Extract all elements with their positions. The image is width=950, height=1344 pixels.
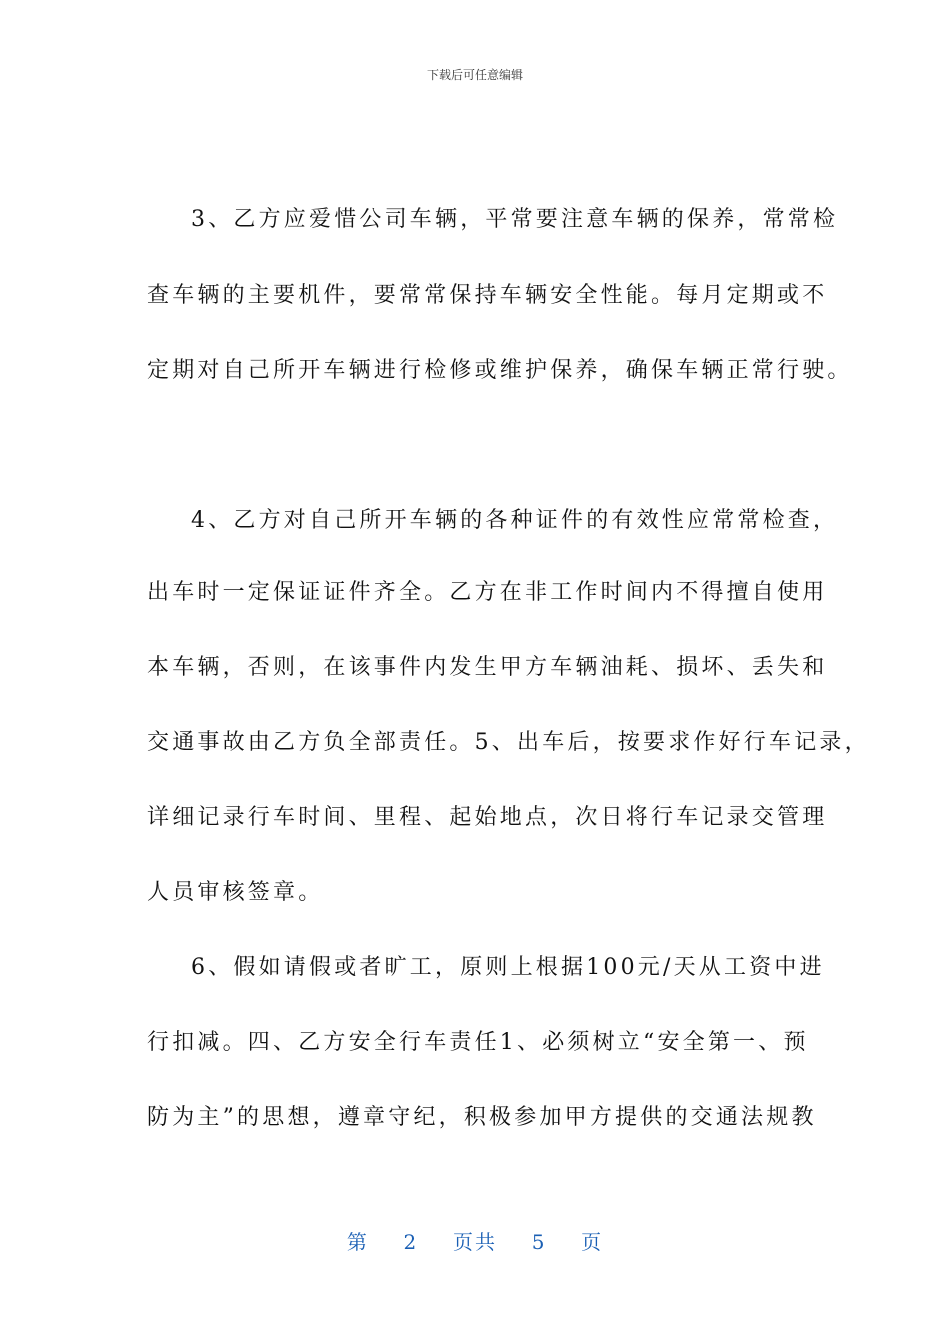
total-pages-number: 5 — [531, 1230, 547, 1254]
page-header: 下载后可任意编辑 — [426, 68, 523, 82]
paragraph-line: 3、乙方应爱惜公司车辆，平常要注意车辆的保养，常常检 — [191, 207, 839, 232]
page-mid: 页共 — [453, 1230, 497, 1254]
paragraph-line: 防为主”的思想，遵章守纪，积极参加甲方提供的交通法规教 — [147, 1105, 817, 1130]
current-page-number: 2 — [403, 1230, 419, 1254]
paragraph-line: 本车辆，否则，在该事件内发生甲方车辆油耗、损坏、丢失和 — [147, 655, 828, 680]
paragraph-line: 4、乙方对自己所开车辆的各种证件的有效性应常常检查， — [191, 508, 839, 533]
page-footer — [0, 1226, 950, 1255]
paragraph-line: 查车辆的主要机件，要常常保持车辆安全性能。每月定期或不 — [147, 283, 828, 308]
paragraph-line: 交通事故由乙方负全部责任。5、出车后，按要求作好行车记录， — [147, 730, 870, 755]
paragraph-line: 定期对自己所开车辆进行检修或维护保养，确保车辆正常行驶。 — [147, 358, 853, 383]
page-prefix: 第 — [346, 1230, 369, 1254]
paragraph-line: 行扣减。四、乙方安全行车责任1、必须树立“安全第一、预 — [147, 1030, 809, 1055]
page-suffix: 页 — [581, 1230, 604, 1254]
paragraph-line: 出车时一定保证证件齐全。乙方在非工作时间内不得擅自使用 — [147, 580, 828, 605]
paragraph-line: 人员审核签章。 — [147, 880, 324, 905]
paragraph-line: 6、假如请假或者旷工，原则上根据100元/天从工资中进 — [191, 955, 825, 980]
paragraph-line: 详细记录行车时间、里程、起始地点，次日将行车记录交管理 — [147, 805, 828, 830]
